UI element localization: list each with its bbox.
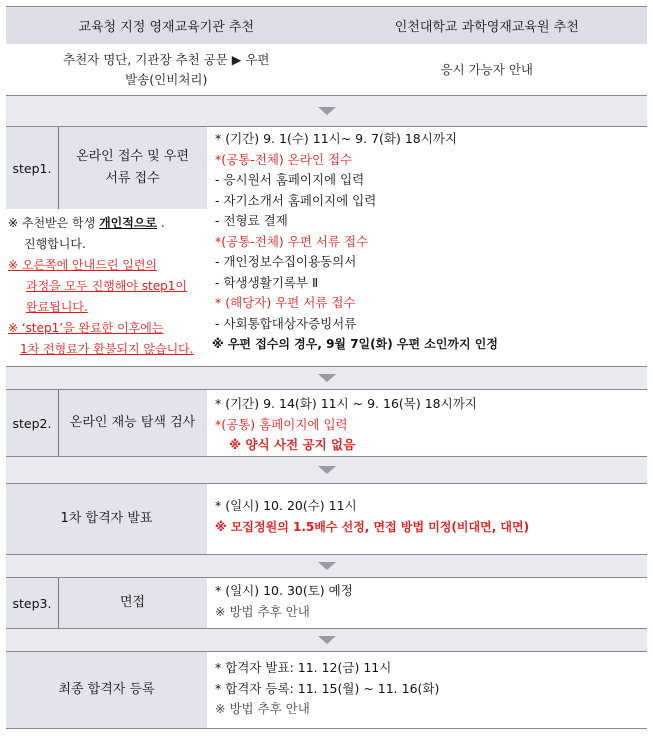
step1-label: step1.: [12, 160, 52, 176]
gap-divider: [6, 457, 647, 483]
gap-divider: [6, 555, 647, 577]
note-line1a: ※ 추천받은 학생: [8, 216, 100, 230]
note-line2: 진행합니다.: [24, 237, 86, 251]
note-line7: 1차 전형료가 환불되지 않습니다.: [20, 342, 194, 356]
detail-line: * (해당자) 우편 서류 접수: [215, 295, 356, 310]
detail-line: - 사회통합대상자증빙서류: [215, 315, 357, 331]
step1-title-line1: 온라인 접수 및 우편: [76, 149, 189, 164]
detail-line: ※ 방법 추후 안내: [215, 603, 310, 619]
step2-row: [6, 390, 647, 456]
header-left: 교육청 지정 영재교육기관 추천: [78, 20, 255, 35]
detail-line: - 자기소개서 홈페이지에 입력: [215, 192, 377, 208]
note-line1b: 개인적으로: [99, 216, 158, 230]
gap-divider: [6, 96, 647, 126]
down-arrow-icon: [318, 636, 336, 644]
detail-line: - 개인정보수집이용동의서: [215, 254, 357, 269]
down-arrow-icon: [318, 374, 336, 382]
step3-label: step3.: [12, 595, 52, 611]
step2-label: step2.: [12, 415, 52, 431]
step1-row: [6, 127, 647, 367]
header-row: [6, 7, 647, 44]
step1-title-line2: 서류 접수: [105, 171, 160, 186]
sub-left: [6, 50, 327, 90]
detail-line: ※ 모집정원의 1.5배수 선정, 면접 방법 미정(비대면, 대면): [215, 519, 530, 534]
sub-right: 응시 가능자 안내: [440, 61, 533, 77]
final-row: [6, 652, 647, 728]
note-line1c: .: [157, 216, 165, 230]
note-line3: ※ 오른쪽에 안내드린 일련의: [8, 258, 158, 272]
down-arrow-icon: [318, 466, 336, 474]
step1-title: [58, 127, 207, 209]
step1-note: [6, 213, 207, 363]
gap-divider: [6, 629, 647, 651]
detail-line: *(공통-전체) 우편 서류 접수: [215, 233, 369, 249]
note-line6: ※ ‘step1’을 완료한 이후에는: [8, 321, 164, 335]
sub-left-line2: 발송(인비처리): [125, 71, 208, 87]
note-line5: 완료됩니다.: [26, 300, 88, 314]
step3-details: [215, 581, 353, 622]
final-details: [215, 658, 439, 720]
detail-line: - 전형료 결제: [215, 213, 288, 228]
detail-line: * (기간) 9. 14(화) 11시 ~ 9. 16(목) 18시까지: [215, 396, 477, 411]
step1-details: [212, 129, 498, 355]
sub-left-line1: 추천자 명단, 기관장 추천 공문 ▶ 우편: [63, 51, 270, 67]
gap-divider: [6, 367, 647, 389]
first-result-row: [6, 484, 647, 554]
step3-row: [6, 578, 647, 628]
step2-details: [215, 394, 477, 456]
note-line4: 과정을 모두 진행해야 step1이: [26, 279, 187, 293]
down-arrow-icon: [318, 562, 336, 570]
detail-line: *(공통) 홈페이지에 입력: [215, 416, 348, 432]
detail-line: * (기간) 9. 1(수) 11시~ 9. 7(화) 18시까지: [215, 131, 457, 146]
detail-line: * (일시) 10. 20(수) 11시: [215, 498, 357, 513]
detail-line: - 학생생활기록부 Ⅱ: [215, 274, 319, 290]
detail-line: ※ 방법 추후 안내: [215, 701, 310, 716]
step2-title: 온라인 재능 탐색 검사: [69, 415, 196, 430]
sub-row: [6, 44, 647, 95]
first-result-title: 1차 합격자 발표: [60, 511, 153, 526]
detail-line: *(공통-전체) 온라인 접수: [215, 151, 353, 167]
down-arrow-icon: [318, 107, 336, 115]
header-right: 인천대학교 과학영재교육원 추천: [394, 20, 579, 35]
final-title: 최종 합격자 등록: [58, 682, 155, 697]
detail-line: - 응시원서 홈페이지에 입력: [215, 172, 365, 187]
first-result-details: [215, 496, 529, 537]
detail-line: * 합격자 발표: 11. 12(금) 11시: [215, 660, 392, 675]
detail-line: * 합격자 등록: 11. 15(월) ~ 11. 16(화): [215, 680, 440, 696]
step3-title: 면접: [119, 595, 146, 610]
detail-line: ※ 우편 접수의 경우, 9월 7일(화) 우편 소인까지 인정: [212, 337, 498, 351]
detail-line: * (일시) 10. 30(토) 예정: [215, 583, 353, 598]
detail-line: ※ 양식 사전 공지 없음: [229, 437, 356, 452]
